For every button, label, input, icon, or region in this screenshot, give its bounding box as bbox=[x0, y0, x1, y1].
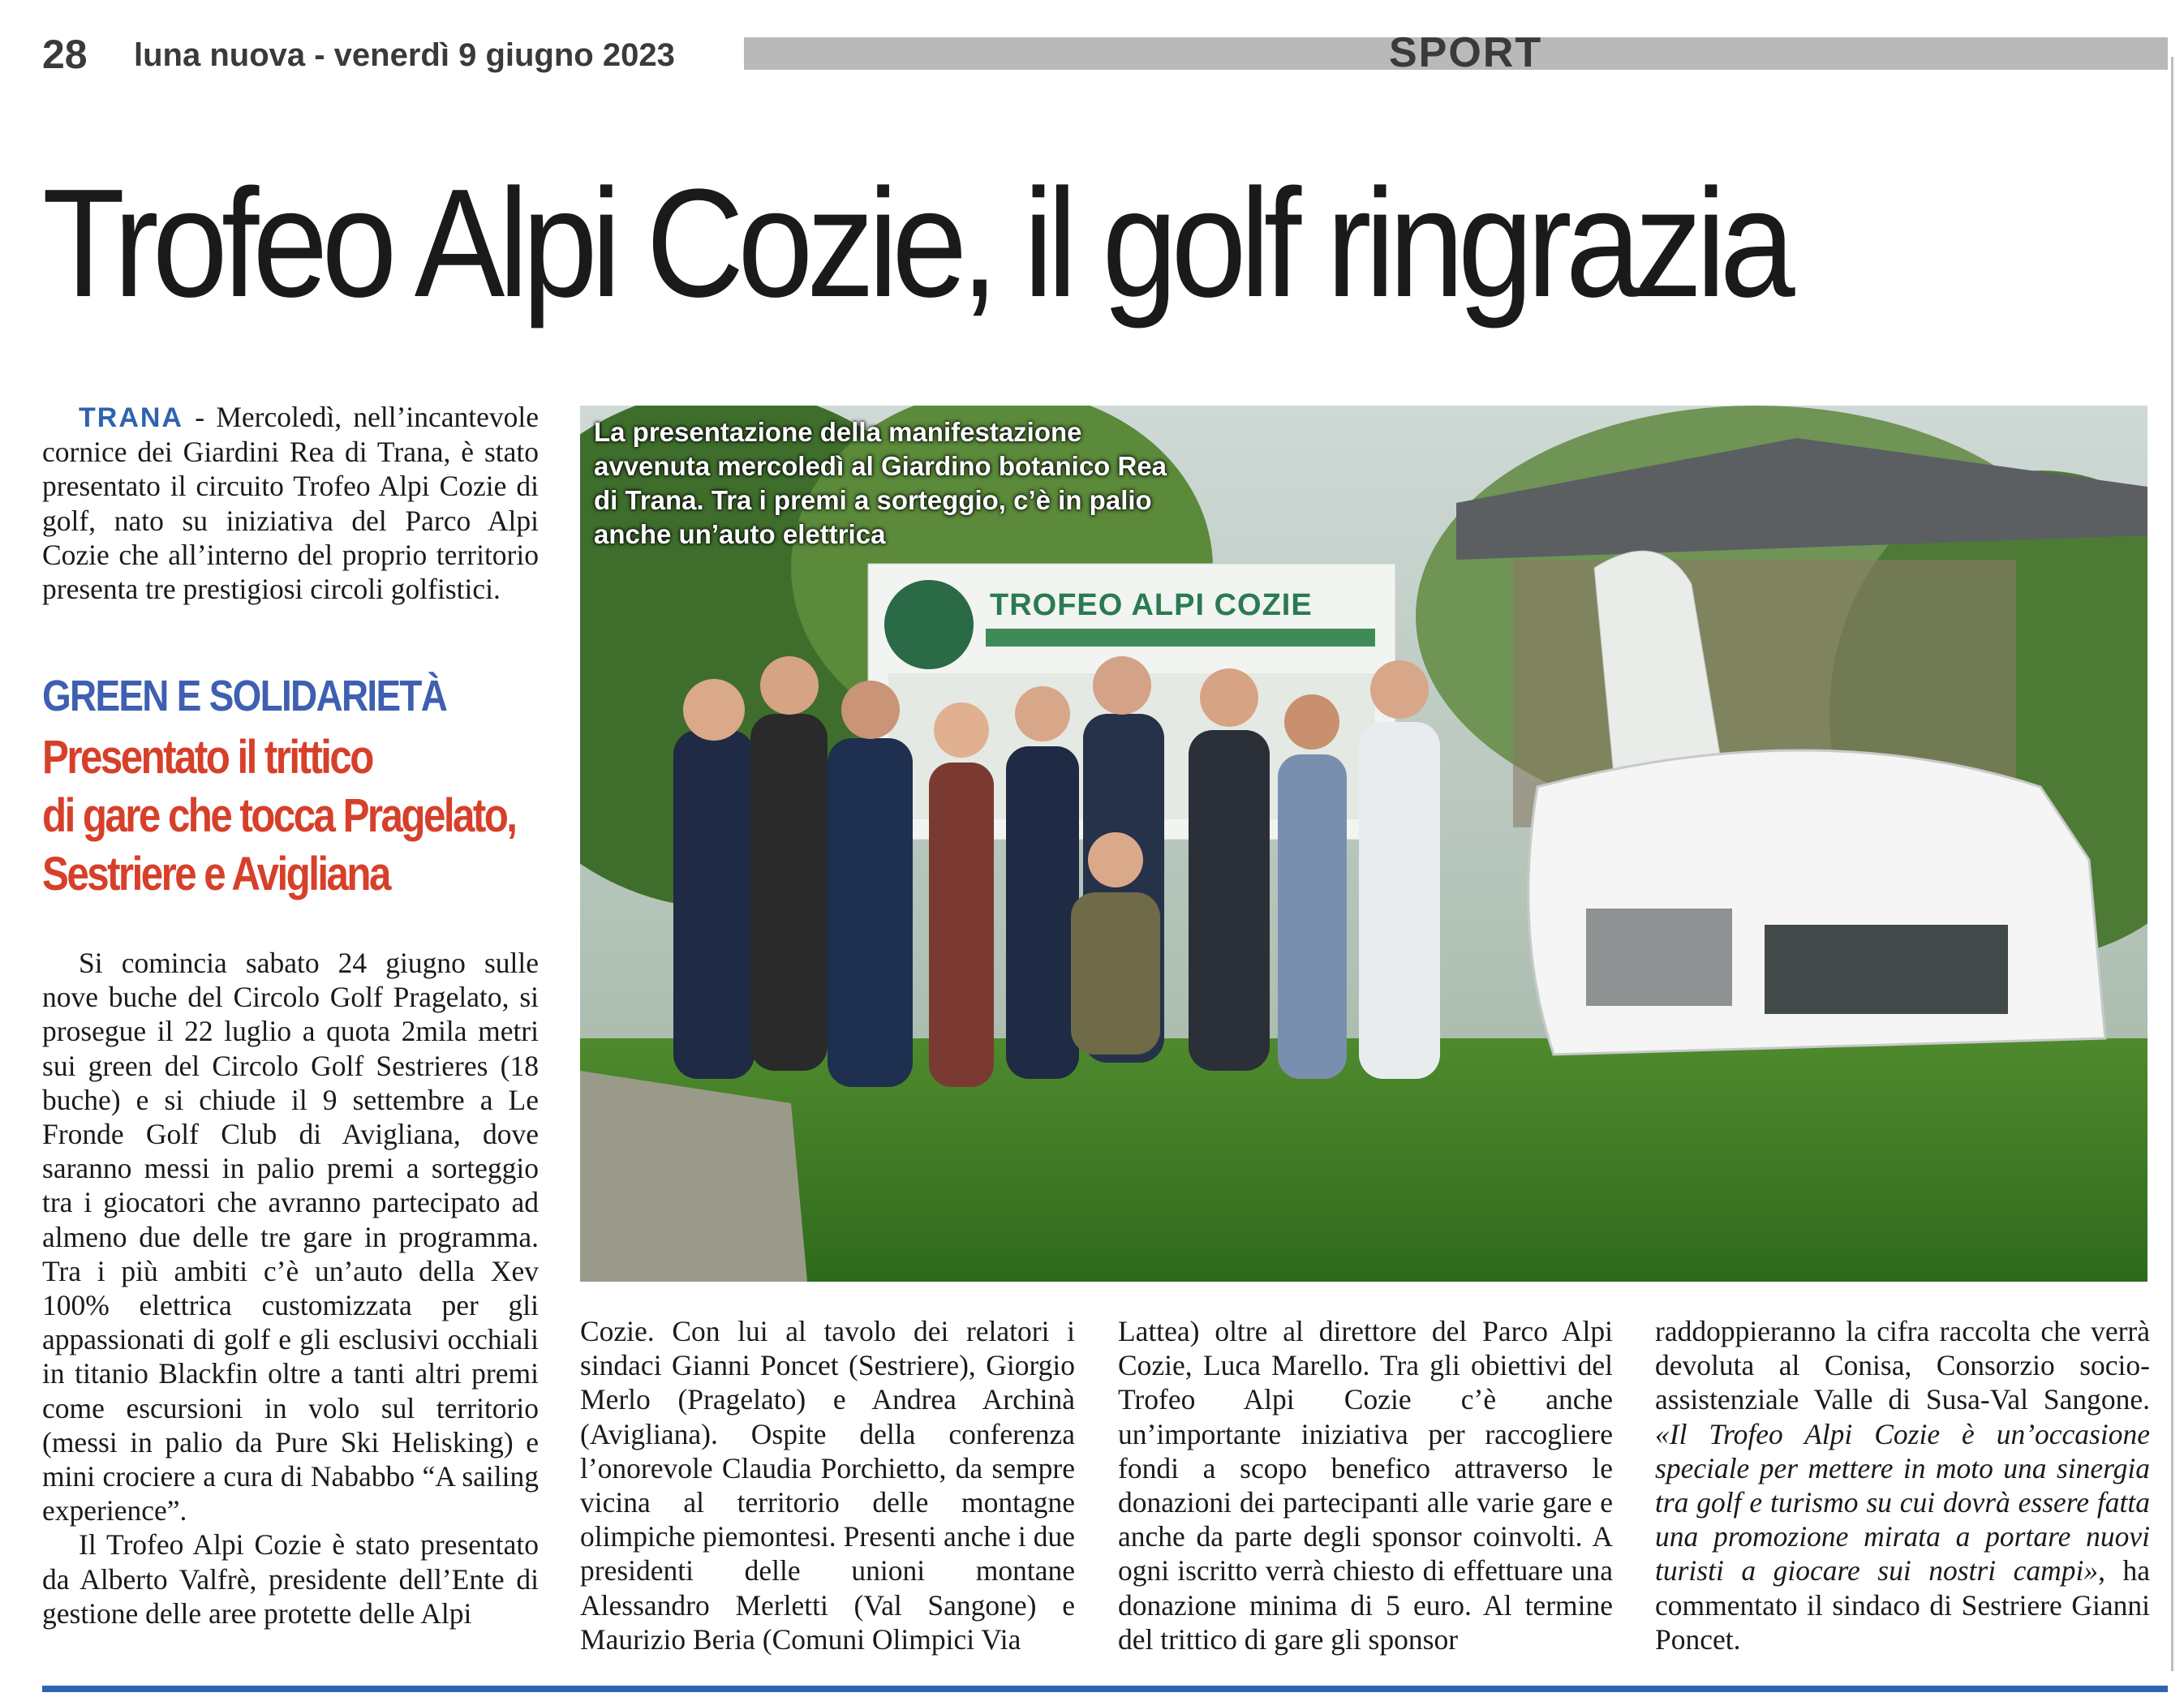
body-column-4 bbox=[1655, 1314, 2150, 1656]
body-column-1 bbox=[42, 946, 539, 1630]
body-paragraph: Cozie. Con lui al tavolo dei relatori i sindaci Gianni Poncet (Sestriere), Giorgio Merlo (Pragelato) e Andrea Archinà (Avigliana). Ospite della conferenza l’onorevole Claudia Porchietto, da sempre vicina al territorio delle montagne olimpiche piemontesi. Presenti anche i due presidenti delle unioni montane Alessandro Merletti (Val Sangone) e Maurizio Beria (Comuni Olimpici Via bbox=[580, 1315, 1075, 1656]
publication-line: luna nuova - venerdì 9 giugno 2023 bbox=[134, 37, 675, 73]
body-paragraph: Il Trofeo Alpi Cozie è stato presentato da Alberto Valfrè, presidente dell’Ente di gestione delle aree protette delle Alpi bbox=[42, 1528, 539, 1630]
body-paragraph: Lattea) oltre al direttore del Parco Alpi Cozie, Luca Marello. Tra gli obiettivi del Trofeo Alpi Cozie c’è anche un’importante iniziativa per raccogliere fondi a scopo benefico attraverso le donazioni dei partecipanti alle varie gare e anche da parte degli sponsor coinvolti. A ogni iscritto verrà chiesto di effettuare una donazione minima di 5 euro. Al termine del trittico di gare gli sponsor bbox=[1118, 1315, 1613, 1656]
lead-paragraph bbox=[42, 400, 539, 606]
subhead-line: Presentato il trittico bbox=[42, 731, 372, 784]
body-paragraph: Si comincia sabato 24 giugno sulle nove buche del Circolo Golf Pragelato, si prosegue il 22 luglio a quota 2mila metri sui green del Circolo Golf Sestrieres (18 buche) e si chiude il 9 settembre a Le Fronde Golf Club di Avigliana, dove saranno messi in palio premi a sorteggio tra i giocatori che avranno partecipato ad almeno due delle tre gare in programma. Tra i più ambiti c’è un’auto della Xev 100% elettrica customizzata per gli appassionati di golf e gli esclusivi occhiali in titanio Blackfin oltre a tanti altri premi come escursioni in volo sul territorio (messi in palio da Pure Ski Helisking) e mini crociere a cura di Nababbo “A sailing experience”. bbox=[42, 947, 539, 1527]
lead-text: - Mercoledì, nell’incantevole cornice dei Giardini Rea di Trana, è stato presentato il circuito Trofeo Alpi Cozie di golf, nato su iniziativa del Parco Alpi Cozie che all’interno del proprio territorio presenta tre prestigiosi circoli golfistici. bbox=[42, 401, 539, 606]
body-column-2 bbox=[580, 1314, 1075, 1656]
caption-line: di Trana. Tra i premi a sorteggio, c’è in palio bbox=[594, 485, 1152, 515]
section-label: SPORT bbox=[1389, 29, 1543, 76]
caption-line: La presentazione della manifestazione bbox=[594, 417, 1082, 447]
article-photo bbox=[580, 406, 2147, 1282]
caption-line: avvenuta mercoledì al Giardino botanico Rea bbox=[594, 451, 1167, 481]
subhead bbox=[42, 728, 552, 904]
page-number: 28 bbox=[42, 32, 88, 77]
subhead-line: Sestriere e Avigliana bbox=[42, 848, 389, 900]
body-text: raddoppieranno la cifra raccolta che verrà devoluta al Conisa, Consorzio socio-assistenziale Valle di Susa-Val Sangone. bbox=[1655, 1315, 2150, 1416]
dateline: TRANA bbox=[79, 402, 183, 433]
subhead-line: di gare che tocca Pragelato, bbox=[42, 789, 516, 842]
kicker: GREEN E SOLIDARIETÀ bbox=[42, 672, 447, 720]
body-column-3 bbox=[1118, 1314, 1613, 1656]
column-rule bbox=[2171, 57, 2173, 1671]
page-header bbox=[42, 26, 2168, 83]
bottom-rule bbox=[42, 1686, 2168, 1692]
photo-caption bbox=[594, 415, 1283, 552]
headline: Trofeo Alpi Cozie, il golf ringrazia bbox=[42, 157, 1789, 329]
caption-line: anche un’auto elettrica bbox=[594, 519, 886, 549]
quote: «Il Trofeo Alpi Cozie è un’occasione speciale per mettere in moto una sinergia tra golf e turismo su cui dovrà essere fatta una promozione mirata a portare nuovi turisti a giocare sui nostri campi» bbox=[1655, 1417, 2150, 1587]
banner-text: TROFEO ALPI COZIE bbox=[990, 588, 1313, 622]
body-text: , ha commentato il sindaco di Sestriere Gianni Poncet. bbox=[1655, 1554, 2150, 1656]
